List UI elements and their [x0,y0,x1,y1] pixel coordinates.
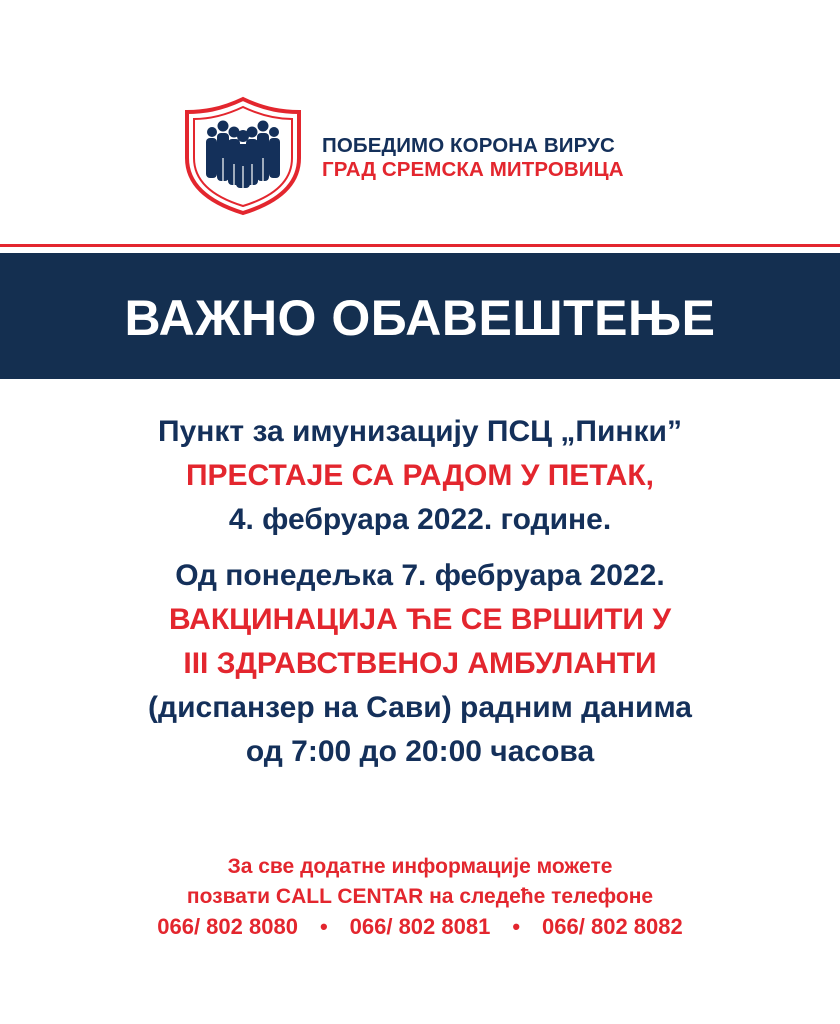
header [0,0,840,240]
logo-subtitle: ГРАД СРЕМСКА МИТРОВИЦА [322,158,624,181]
banner-title: ВАЖНО ОБАВЕШТЕЊЕ [124,290,716,346]
logo-title: ПОБЕДИМО КОРОНА ВИРУС [322,134,615,157]
red-divider [0,244,840,247]
phone-number-1: 066/ 802 8080 [157,914,298,939]
phone-number-3: 066/ 802 8082 [542,914,683,939]
notice-line-1: Пункт за имунизацију ПСЦ „Пинки” [158,415,682,448]
phone-list [0,912,840,942]
logo-text [322,134,624,182]
notice-line-3: 4. фебруара 2022. године. [228,503,612,536]
separator-dot: • [512,914,521,939]
footer-line-1: За све додатне информације можете [227,855,613,878]
notice-line-5: ВАКЦИНАЦИЈА ЋЕ СЕ ВРШИТИ У [169,603,671,636]
shield-people-icon [184,96,302,216]
notice-body [0,410,840,774]
notice-line-7: (диспанзер на Сави) радним данима [148,691,692,724]
notice-line-8: од 7:00 до 20:00 часова [245,735,595,768]
phone-number-2: 066/ 802 8081 [349,914,491,939]
spacer [0,542,840,554]
notice-banner [0,253,840,379]
footer-contact [0,852,840,942]
separator-dot: • [319,914,328,939]
notice-line-4: Од понедељка 7. фебруара 2022. [175,559,665,592]
notice-line-2: ПРЕСТАЈЕ СА РАДОМ У ПЕТАК, [185,459,655,492]
notice-line-6: III ЗДРАВСТВЕНОЈ АМБУЛАНТИ [183,647,657,680]
footer-line-2: позвати CALL CENTAR на следеће телефоне [186,885,654,908]
